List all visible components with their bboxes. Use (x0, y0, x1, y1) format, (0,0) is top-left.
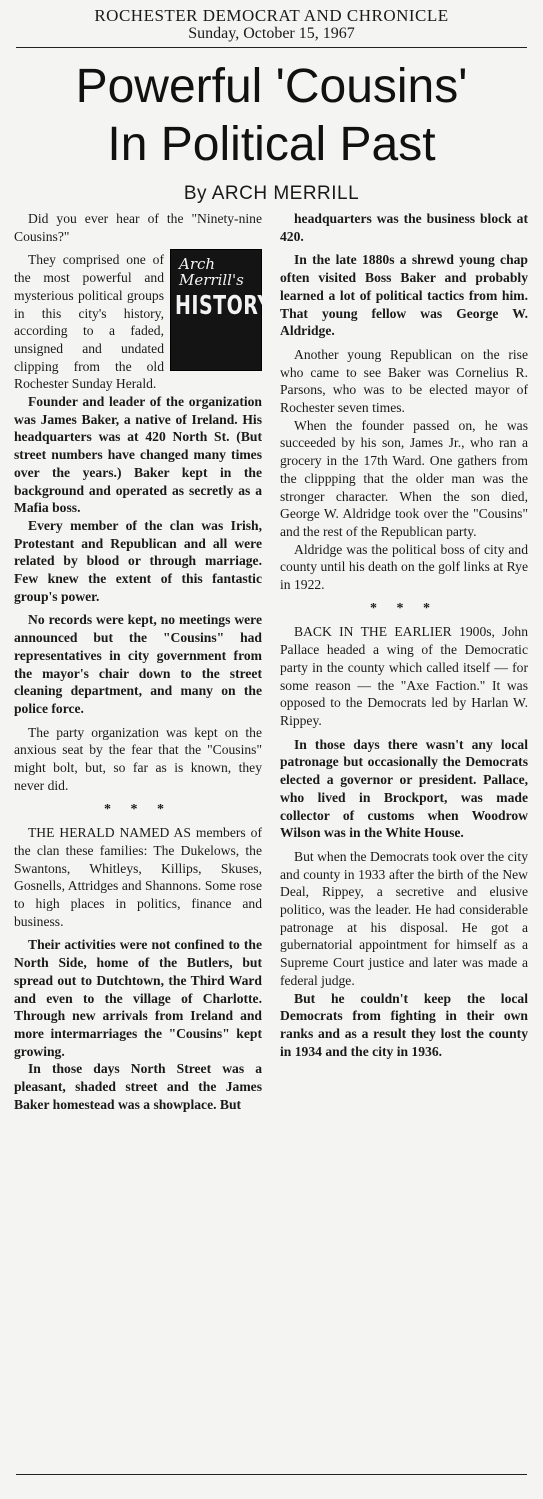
paragraph: Their activities were not confined to the North Side, home of the Butlers, but spread out to Dutchtown, the Third Ward and even to the village of Charlotte. Through new arrivals from Ireland and more intermarriages the "Cousins" kept growing. (14, 937, 262, 1059)
headline (14, 58, 529, 174)
paragraph: Every member of the clan was Irish, Protestant and Republican and all were related by blood or through marriage. Few knew the extent of this fantastic group's power. (14, 517, 262, 604)
paragraph: THE HERALD NAMED AS members of the clan these families: The Dukelows, the Swantons, Whitleys, Killips, Skuses, Gosnells, Attridges and Shannons. Some rose to high places in politics, finance and business. (14, 825, 262, 929)
paragraph: Aldridge was the political boss of city and county until his death on the golf links at Rye in 1922. (280, 541, 528, 593)
headline-line-2: In Political Past (107, 118, 436, 171)
section-divider: * * * (104, 801, 172, 817)
right-column (280, 210, 528, 1113)
paragraph: They comprised one of the most powerful and mysterious political groups in this city's history, according to a faded, unsigned and undated clipping from the old Rochester Sunday Herald. (14, 252, 164, 392)
logo-script: Arch Merrill's (179, 255, 244, 290)
logo-word: HISTORY (175, 291, 272, 321)
left-column (14, 210, 272, 1113)
history-column-logo (170, 249, 272, 371)
masthead (14, 0, 529, 43)
paragraph: In those days North Street was a pleasant, shaded street and the James Baker homestead was a showplace. But (14, 1061, 262, 1112)
article-body (14, 210, 529, 1113)
paragraph: In the late 1880s a shrewd young chap often visited Boss Baker and probably learned a lot of political tactics from him. That young fellow was George W. Aldridge. (280, 252, 528, 339)
paragraph: But when the Democrats took over the city and county in 1933 after the birth of the New Deal, Rippey, a secretive and elusive politico, was the leader. He had considerable patronage at his disposal. He got a gubernatorial appointment for himself as a Supreme Court justice and later was made a federal judge. (280, 848, 528, 988)
paragraph: But he couldn't keep the local Democrats from fighting in their own ranks and as a result they lost the county in 1934 and the city in 1936. (280, 990, 528, 1059)
paragraph: Founder and leader of the organization was James Baker, a native of Ireland. His headquarters was at 420 North St. (But street numbers have changed many times over the years.) Baker kept in the background and operated as secretly as a Mafia boss. (14, 394, 262, 516)
paragraph: BACK IN THE EARLIER 1900s, John Pallace headed a wing of the Democratic party in the county which called itself — for some reason — the "Axe Faction." It was opposed to the Democrats led by Harlan W. Rippey. (280, 624, 528, 728)
paragraph: No records were kept, no meetings were announced but the "Cousins" had representatives in city government from the mayor's chair down to the street cleaning department, and many on the police force. (14, 612, 262, 716)
paragraph: headquarters was the business block at 420. (280, 211, 528, 244)
masthead-rule (16, 47, 527, 48)
paragraph: Did you ever hear of the "Ninety-nine Cousins?" (14, 211, 262, 244)
bottom-rule (16, 1474, 527, 1475)
section-divider: * * * (370, 600, 438, 616)
paragraph: The party organization was kept on the anxious seat by the fear that the "Cousins" might bolt, but, so far as is known, they never did. (14, 724, 262, 793)
byline: By ARCH MERRILL (183, 183, 360, 204)
newspaper-name: ROCHESTER DEMOCRAT AND CHRONICLE (94, 6, 449, 25)
headline-line-1: Powerful 'Cousins' (75, 60, 468, 113)
paragraph: In those days there wasn't any local patronage but occasionally the Democrats elected a governor or president. Pallace, who lived in Brockport, was made collector of customs when Woodrow Wilson was in the White House. (280, 736, 528, 841)
paragraph: When the founder passed on, he was succeeded by his son, James Jr., who ran a grocery in the 17th Ward. One gathers from the clippping that the older man was the stronger character. When the son died, George W. Aldridge took over the "Cousins" and the rest of the Republican party. (280, 417, 528, 539)
publication-date: Sunday, October 15, 1967 (188, 25, 355, 42)
paragraph: Another young Republican on the rise who came to see Baker was Cornelius R. Parsons, who was to be elected mayor of Rochester seven times. (280, 346, 528, 416)
